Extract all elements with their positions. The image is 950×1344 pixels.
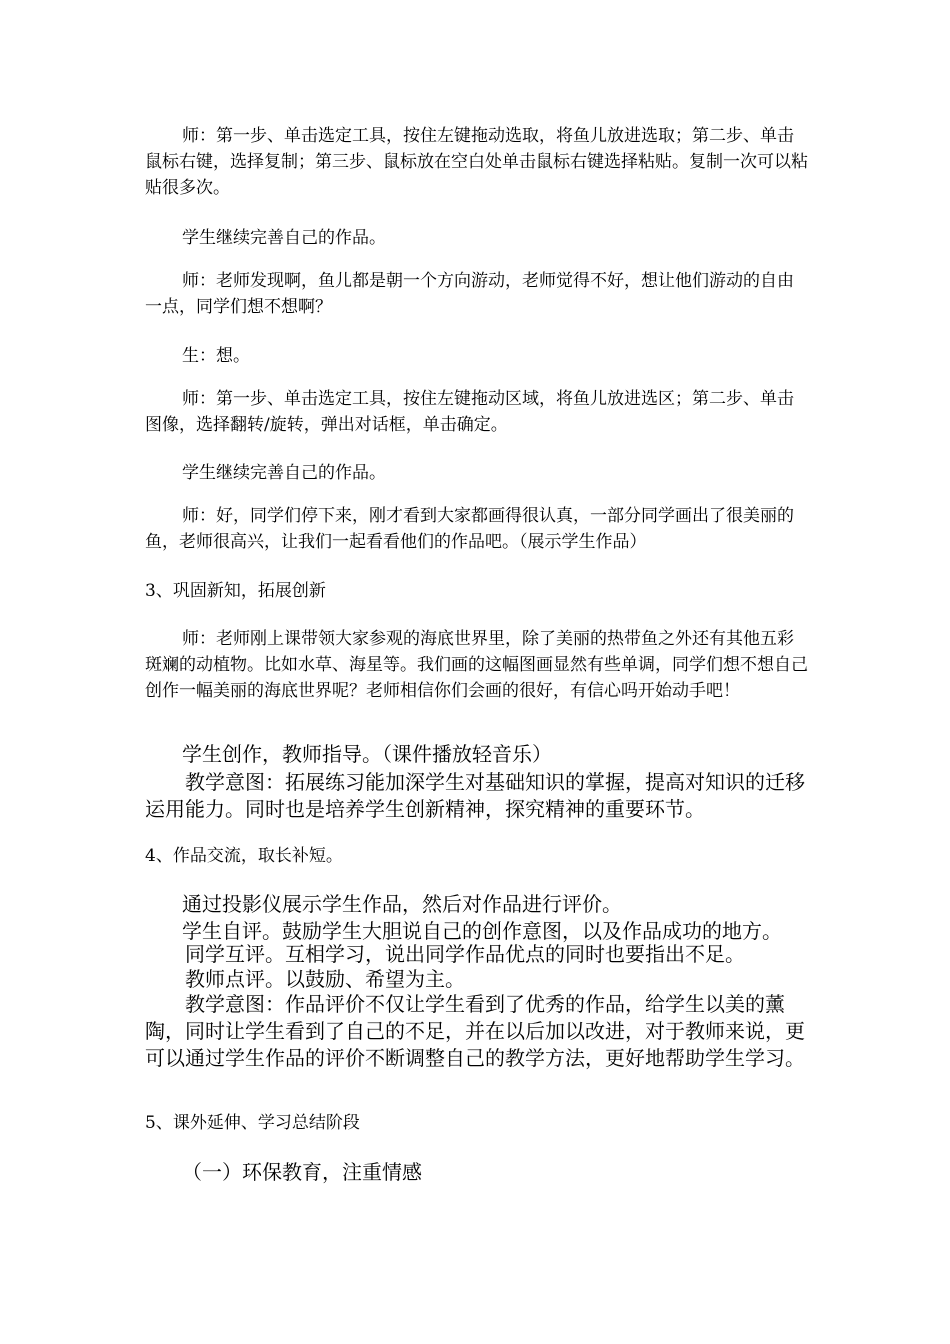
paragraph: 学生自评。鼓励学生大胆说自己的创作意图，以及作品成功的地方。 [182,919,782,943]
paragraph: 学生创作，教师指导。（课件播放轻音乐） [182,742,552,766]
section-heading: 3、巩固新知，拓展创新 [145,581,326,601]
paragraph: 教师点评。以鼓励、希望为主。 [185,967,465,991]
subsection-heading: （一）环保教育，注重情感 [182,1160,422,1184]
section-heading: 5、课外延伸、学习总结阶段 [145,1113,360,1133]
paragraph: 师：老师刚上课带领大家参观的海底世界里，除了美丽的热带鱼之外还有其他五彩斑斓的动植物。比如水草、海星等。我们画的这幅图画显然有些单调，同学们想不想自己创作一幅美丽的海底世界呢？老师相信你们会画的很好，有信心吗开始动手吧！ [145,629,808,701]
paragraph: 学生继续完善自己的作品。 [182,463,386,483]
paragraph: 师：老师发现啊，鱼儿都是朝一个方向游动，老师觉得不好，想让他们游动的自由一点，同学们想不想啊？ [145,271,794,317]
paragraph: 通过投影仪展示学生作品，然后对作品进行评价。 [182,892,622,916]
paragraph: 师：好，同学们停下来，刚才看到大家都画得很认真，一部分同学画出了很美丽的鱼，老师很高兴，让我们一起看看他们的作品吧。（展示学生作品） [145,506,794,552]
paragraph: 生：想。 [182,346,250,366]
paragraph: 师：第一步、单击选定工具，按住左键拖动选取，将鱼儿放进选取；第二步、单击鼠标右键，选择复制；第三步、鼠标放在空白处单击鼠标右键选择粘贴。复制一次可以粘贴很多次。 [145,126,808,198]
section-heading: 4、作品交流，取长补短。 [145,846,343,866]
paragraph: 学生继续完善自己的作品。 [182,228,386,248]
paragraph: 教学意图：作品评价不仅让学生看到了优秀的作品，给学生以美的薰陶，同时让学生看到了自己的不足，并在以后加以改进，对于教师来说，更可以通过学生作品的评价不断调整自己的教学方法，更好地帮助学生学习。 [145,992,805,1070]
paragraph: 师：第一步、单击选定工具，按住左键拖动区域，将鱼儿放进选区；第二步、单击图像，选择翻转/旋转，弹出对话框，单击确定。 [145,389,794,435]
paragraph: 同学互评。互相学习，说出同学作品优点的同时也要指出不足。 [185,942,745,966]
paragraph: 教学意图：拓展练习能加深学生对基础知识的掌握，提高对知识的迁移运用能力。同时也是培养学生创新精神，探究精神的重要环节。 [145,770,805,821]
